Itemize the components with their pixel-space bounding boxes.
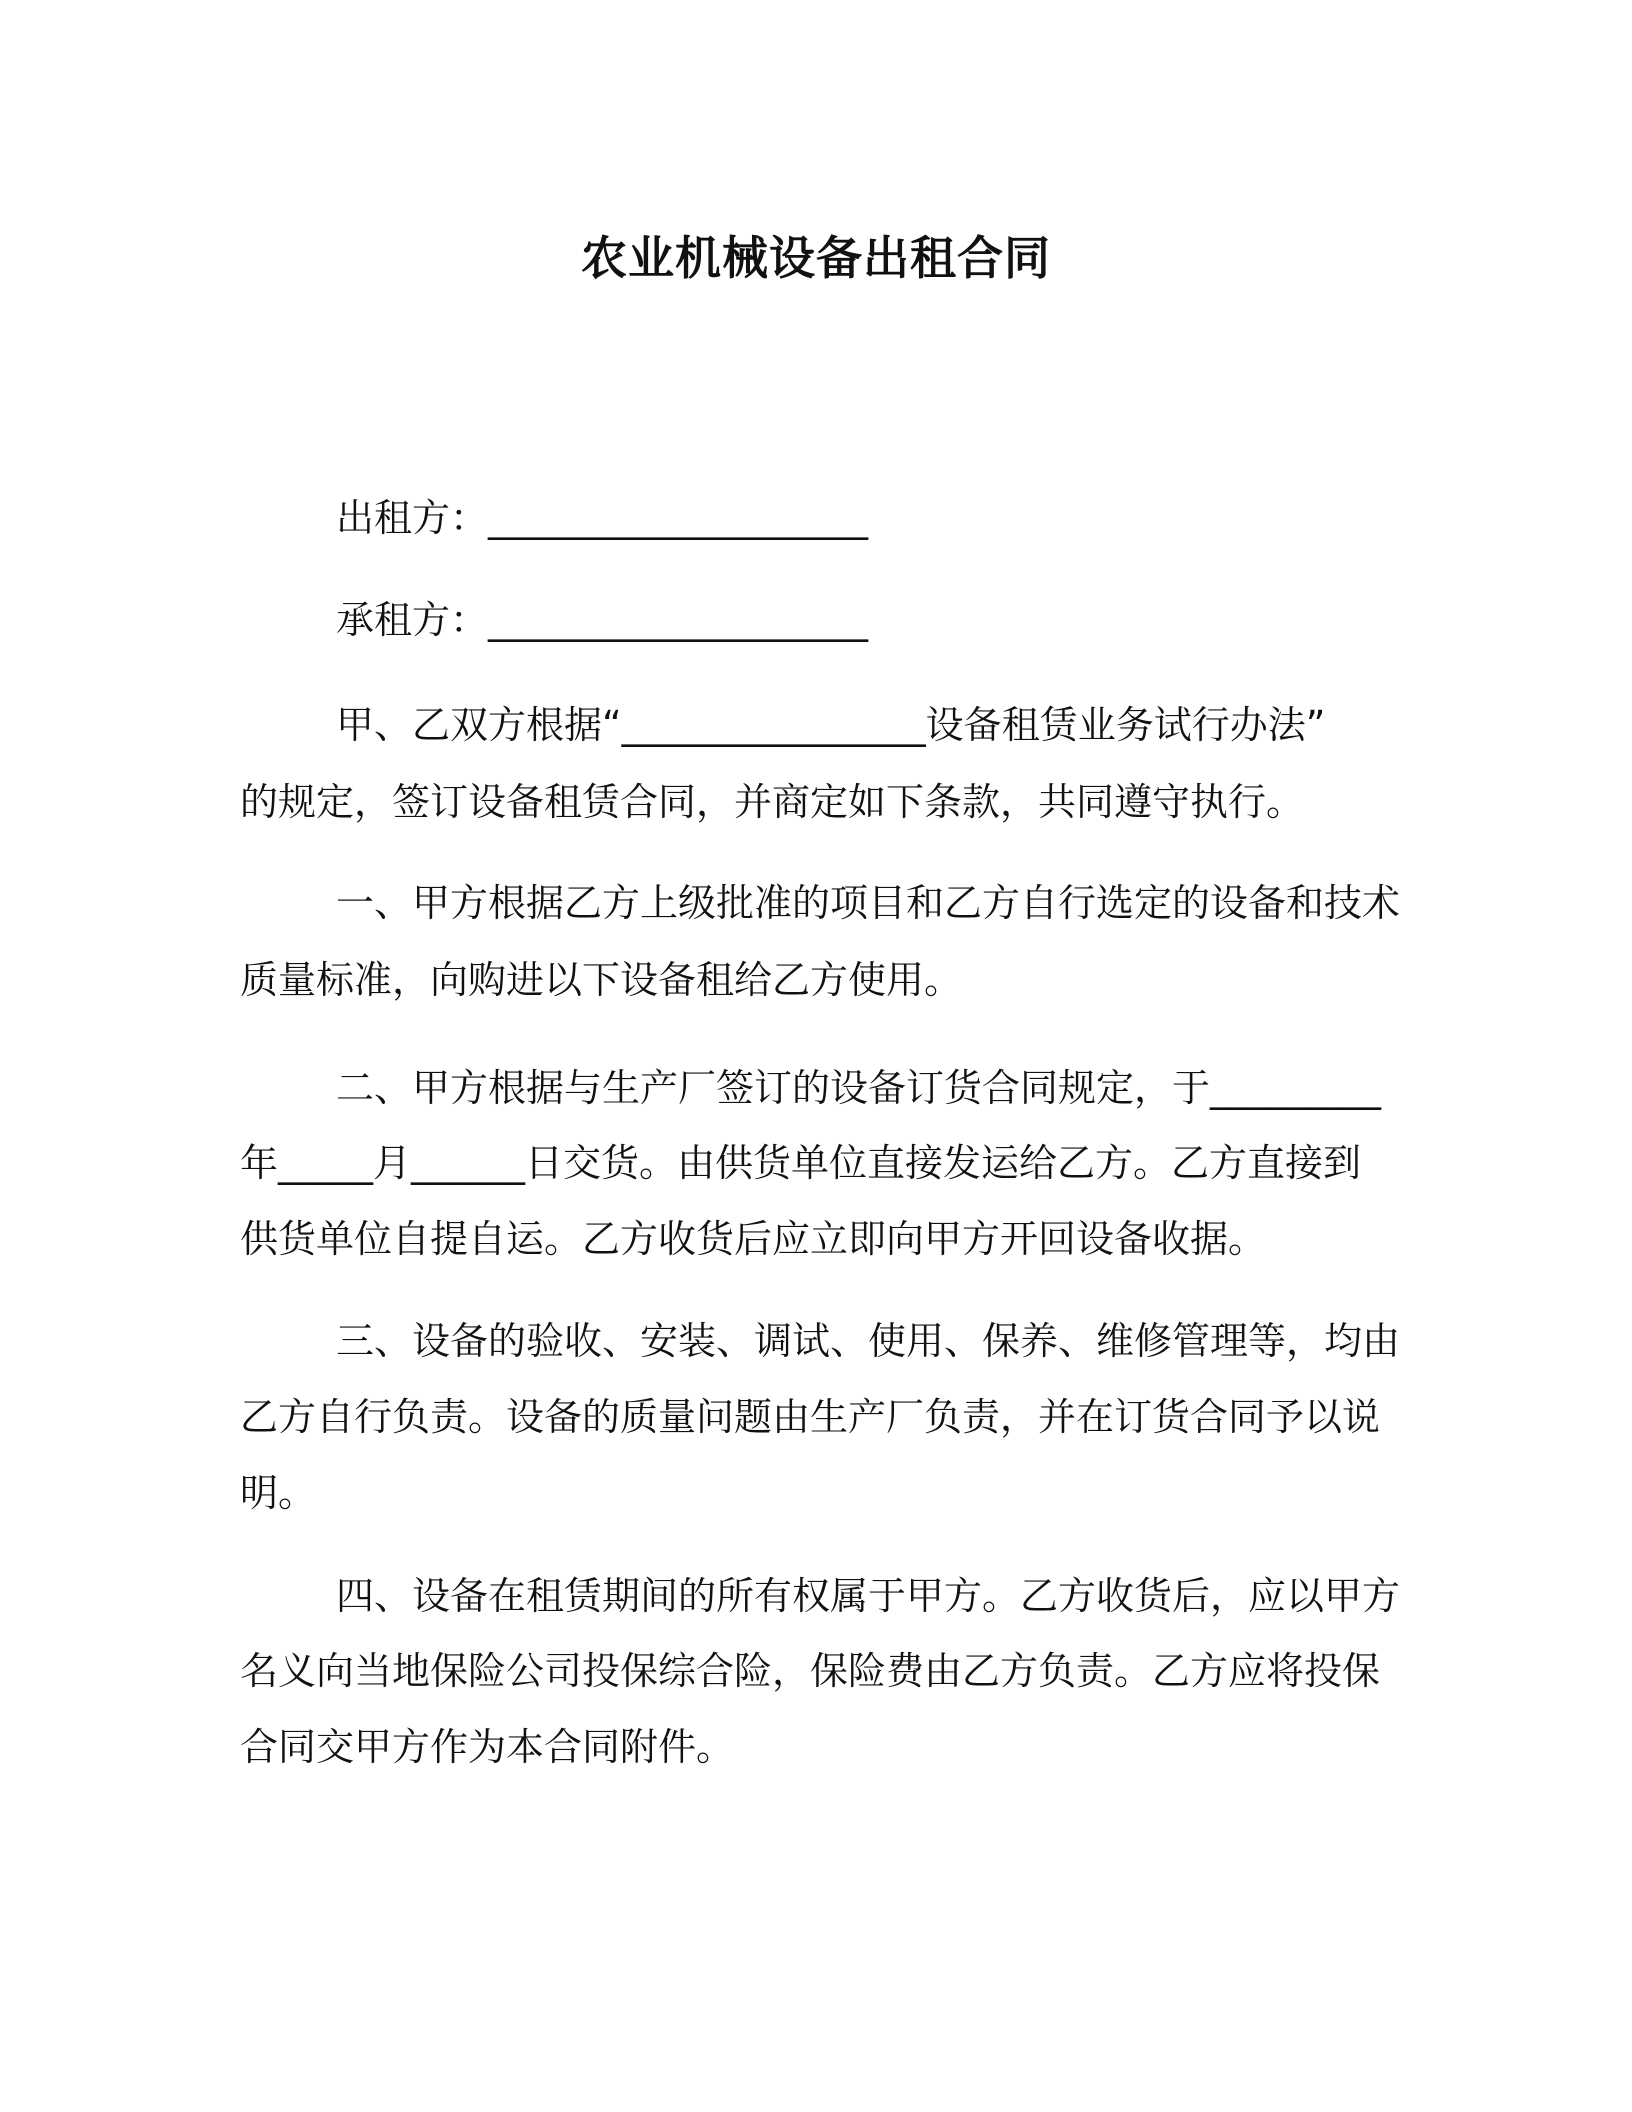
- clause-2-line-1: 二、甲方根据与生产厂签订的设备订货合同规定，于_________: [336, 1066, 1382, 1110]
- clause-2-line-3: 供货单位自提自运。乙方收货后应立即向甲方开回设备收据。: [240, 1217, 1267, 1261]
- clause-4-line-1: 四、设备在租赁期间的所有权属于甲方。乙方收货后，应以甲方: [336, 1574, 1401, 1618]
- clause-3-line-1: 三、设备的验收、安装、调试、使用、保养、维修管理等，均由: [336, 1319, 1401, 1363]
- preamble-line-1: 甲、乙双方根据“________________设备租赁业务试行办法”: [336, 703, 1326, 747]
- clause-3-line-3: 明。: [240, 1471, 317, 1515]
- document-title: 农业机械设备出租合同: [581, 231, 1051, 285]
- preamble-line-2: 的规定，签订设备租赁合同，并商定如下条款，共同遵守执行。: [240, 780, 1305, 824]
- clause-3-line-2: 乙方自行负责。设备的质量问题由生产厂负责，并在订货合同予以说: [240, 1395, 1381, 1439]
- lessee-line: 承租方：____________________: [336, 598, 869, 642]
- lessor-line: 出租方：____________________: [336, 496, 869, 540]
- clause-1-line-1: 一、甲方根据乙方上级批准的项目和乙方自行选定的设备和技术: [336, 881, 1401, 925]
- clause-4-line-2: 名义向当地保险公司投保综合险，保险费由乙方负责。乙方应将投保: [240, 1649, 1381, 1693]
- clause-1-line-2: 质量标准，向购进以下设备租给乙方使用。: [240, 958, 963, 1002]
- clause-2-line-2: 年_____月______日交货。由供货单位直接发运给乙方。乙方直接到: [240, 1141, 1362, 1185]
- clause-4-line-3: 合同交甲方作为本合同附件。: [240, 1725, 735, 1769]
